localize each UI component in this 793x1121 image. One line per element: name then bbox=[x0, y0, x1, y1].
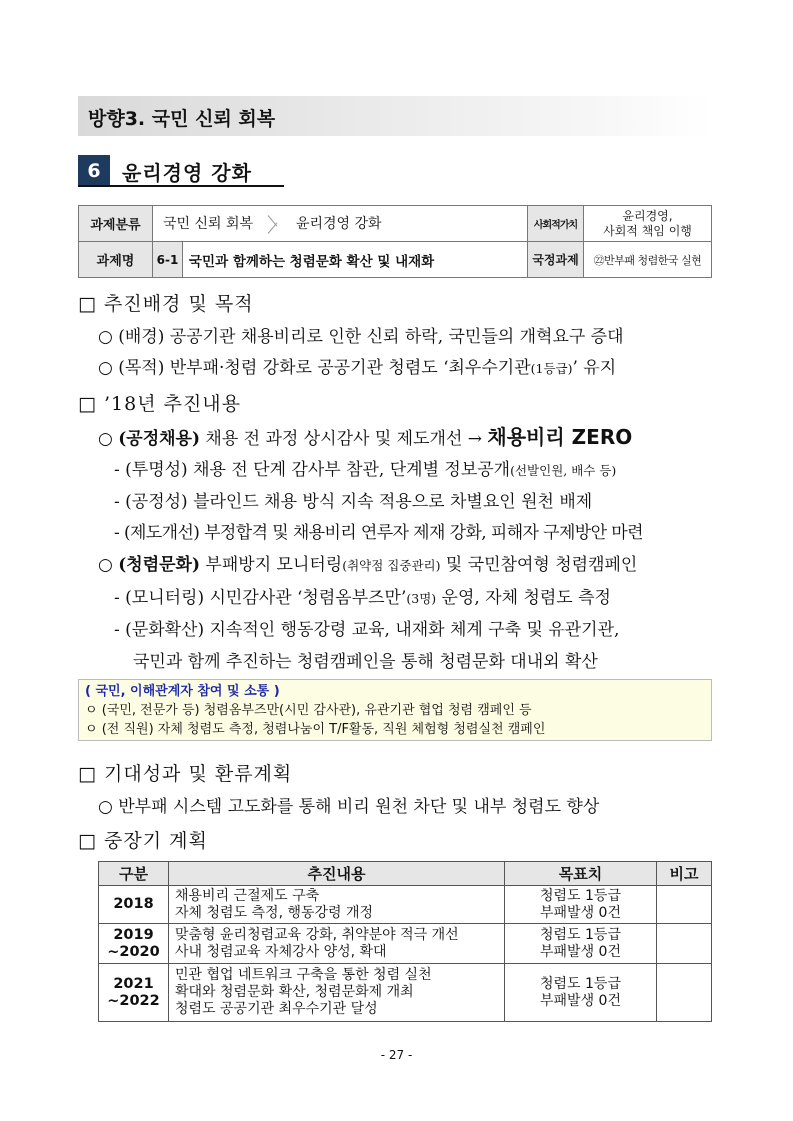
item-number: 6 bbox=[78, 155, 110, 187]
expected-heading: □ 기대성과 및 환류계획 bbox=[78, 763, 293, 785]
plan-year-line1: 2018 bbox=[113, 896, 154, 912]
purpose-tail: ’ 유지 bbox=[572, 358, 617, 378]
culture-spread-item: - (문화확산) 지속적인 행동강령 교육, 내재화 체계 구축 및 유관기관, bbox=[114, 620, 620, 640]
table-row bbox=[99, 886, 712, 924]
background-item: ○ (배경) 공공기관 채용비리로 인한 신뢰 하락, 국민들의 개혁요구 증대 bbox=[98, 327, 624, 347]
transparency-text: - (투명성) 채용 전 단계 감사부 참관, 단계별 정보공개 bbox=[114, 460, 511, 480]
plan-content bbox=[169, 964, 505, 1022]
page-number: - 27 - bbox=[380, 1048, 413, 1062]
fair-hiring-label: (공정채용) bbox=[118, 429, 201, 449]
monitoring-text2: 운영, 자체 청렴도 측정 bbox=[436, 588, 611, 608]
plan-target-line: 청렴도 1등급 bbox=[540, 926, 621, 943]
purpose-grade: (1등급) bbox=[530, 361, 573, 376]
plan-col-division: 구분 bbox=[99, 862, 169, 886]
item-title: 윤리경영 강화 bbox=[122, 160, 252, 185]
plan-note bbox=[657, 964, 712, 1022]
monitoring-note: (3명) bbox=[406, 591, 437, 606]
stakeholder-box-line2: ㅇ (전 직원) 자체 청렴도 측정, 청렴나눔이 T/F활동, 직원 체험형 청렴실천 캠페인 bbox=[85, 722, 546, 737]
national-task-label: 국정과제 bbox=[528, 242, 584, 278]
purpose-text: ○ (목적) 반부패·청렴 강화로 공공기관 청렴도 ‘최우수기관 bbox=[98, 358, 531, 378]
plan-year-line2: ~2022 bbox=[107, 992, 160, 1009]
plan-note bbox=[657, 924, 712, 964]
item-header bbox=[78, 155, 252, 187]
plan-year-line1: 2021 bbox=[113, 975, 154, 992]
fairness-item: - (공정성) 블라인드 채용 방식 지속 적용으로 차별요인 원천 배제 bbox=[114, 492, 593, 512]
transparency-item bbox=[114, 455, 616, 480]
fair-hiring-text: 채용 전 과정 상시감사 및 제도개선 → bbox=[200, 429, 488, 449]
fair-hiring-item bbox=[98, 421, 632, 450]
integrity-culture-text2: 및 국민참여형 청렴캠페인 bbox=[440, 555, 638, 575]
plan-year-line1: 2019 bbox=[113, 926, 154, 943]
plan-col-note: 비고 bbox=[657, 862, 712, 886]
plan-header-row bbox=[99, 862, 712, 886]
plan-target-line: 부패발생 0건 bbox=[540, 904, 621, 921]
section-band: 방향3. 국민 신뢰 회복 bbox=[78, 96, 712, 136]
background-heading: □ 추진배경 및 목적 bbox=[78, 293, 254, 315]
monitoring-text: - (모니터링) 시민감사관 ‘청렴옴부즈만’ bbox=[114, 588, 407, 608]
integrity-culture-label: (청렴문화) bbox=[118, 555, 201, 575]
table-row bbox=[99, 924, 712, 964]
system-improvement-item: - (제도개선) 부정합격 및 채용비리 연루자 제재 강화, 피해자 구제방안 마련 bbox=[114, 523, 643, 543]
plan-content bbox=[169, 886, 505, 924]
category-level2: 윤리경영 강화 bbox=[295, 215, 382, 232]
plan-content bbox=[169, 924, 505, 964]
plan-target-line: 청렴도 1등급 bbox=[540, 975, 621, 992]
plan-target-line: 청렴도 1등급 bbox=[540, 887, 621, 904]
item-underline bbox=[78, 185, 284, 187]
plan-target bbox=[505, 964, 657, 1022]
plan-year bbox=[99, 924, 169, 964]
plan-col-content: 추진내용 bbox=[169, 862, 505, 886]
plan-target-line: 부패발생 0건 bbox=[540, 992, 621, 1009]
social-value-line2: 사회적 책임 이행 bbox=[603, 223, 692, 238]
plan-note bbox=[657, 886, 712, 924]
integrity-culture-item bbox=[98, 550, 637, 575]
task-info-table bbox=[78, 205, 712, 278]
plan-content-line: 확대와 청렴문화 확산, 청렴문화제 개최 bbox=[175, 984, 414, 1000]
purpose-item bbox=[98, 353, 616, 378]
task-name: 국민과 함께하는 청렴문화 확산 및 내재화 bbox=[183, 242, 528, 278]
category-label: 과제분류 bbox=[79, 206, 153, 242]
stakeholder-participation-box bbox=[78, 679, 712, 741]
task-name-label: 과제명 bbox=[79, 242, 153, 278]
task-number: 6-1 bbox=[153, 242, 183, 278]
plan-content-line: 맞춤형 윤리청렴교육 강화, 취약분야 적극 개선 bbox=[175, 926, 459, 943]
social-value bbox=[584, 206, 712, 242]
plan-col-target: 목표치 bbox=[505, 862, 657, 886]
national-task-value: ㉒반부패 청렴한국 실현 bbox=[584, 242, 712, 278]
social-value-line1: 윤리경영, bbox=[622, 208, 673, 223]
plan-content-line: 채용비리 근절제도 구축 bbox=[175, 887, 320, 904]
task-name-row bbox=[79, 242, 712, 278]
plan-target-line: 부패발생 0건 bbox=[540, 943, 621, 960]
task-category-row bbox=[79, 206, 712, 242]
plan-content-line: 민관 협업 네트워크 구축을 통한 청렴 실천 bbox=[175, 967, 432, 983]
plan-table bbox=[98, 861, 712, 1022]
integrity-culture-note: (취약점 집중관리) bbox=[342, 558, 441, 573]
progress-heading: □ ’18년 추진내용 bbox=[78, 393, 242, 415]
category-level1: 국민 신뢰 회복 bbox=[163, 215, 254, 232]
chevron-right-icon bbox=[264, 207, 286, 241]
transparency-note: (선발인원, 배수 등) bbox=[510, 463, 617, 478]
category-value bbox=[153, 206, 528, 242]
social-value-label: 사회적가치 bbox=[528, 206, 584, 242]
plan-year-line2: ~2020 bbox=[107, 943, 160, 960]
culture-spread-item-cont: 국민과 함께 추진하는 청렴캠페인을 통해 청렴문화 대내외 확산 bbox=[133, 652, 598, 672]
plan-heading: □ 중장기 계획 bbox=[78, 830, 208, 852]
bullet: ○ bbox=[98, 555, 119, 575]
stakeholder-box-line1: ㅇ (국민, 전문가 등) 청렴옴부즈만(시민 감사관), 유관기관 협업 청렴 캠페인 등 bbox=[85, 703, 532, 718]
integrity-culture-text: 부패방지 모니터링 bbox=[200, 555, 343, 575]
monitoring-item bbox=[114, 583, 611, 608]
expected-item: ○ 반부패 시스템 고도화를 통해 비리 원천 차단 및 내부 청렴도 향상 bbox=[98, 797, 600, 817]
bullet: ○ bbox=[98, 429, 119, 449]
stakeholder-box-title: ( 국민, 이해관계자 참여 및 소통 ) bbox=[85, 684, 280, 699]
table-row bbox=[99, 964, 712, 1022]
plan-content-line: 청렴도 공공기관 최우수기관 달성 bbox=[175, 1001, 378, 1017]
plan-target bbox=[505, 886, 657, 924]
plan-content-line: 사내 청렴교육 자체강사 양성, 확대 bbox=[175, 943, 387, 960]
plan-target bbox=[505, 924, 657, 964]
plan-year bbox=[99, 886, 169, 924]
plan-year bbox=[99, 964, 169, 1022]
hiring-zero-emphasis: 채용비리 ZERO bbox=[487, 425, 633, 449]
plan-content-line: 자체 청렴도 측정, 행동강령 개정 bbox=[175, 904, 374, 921]
